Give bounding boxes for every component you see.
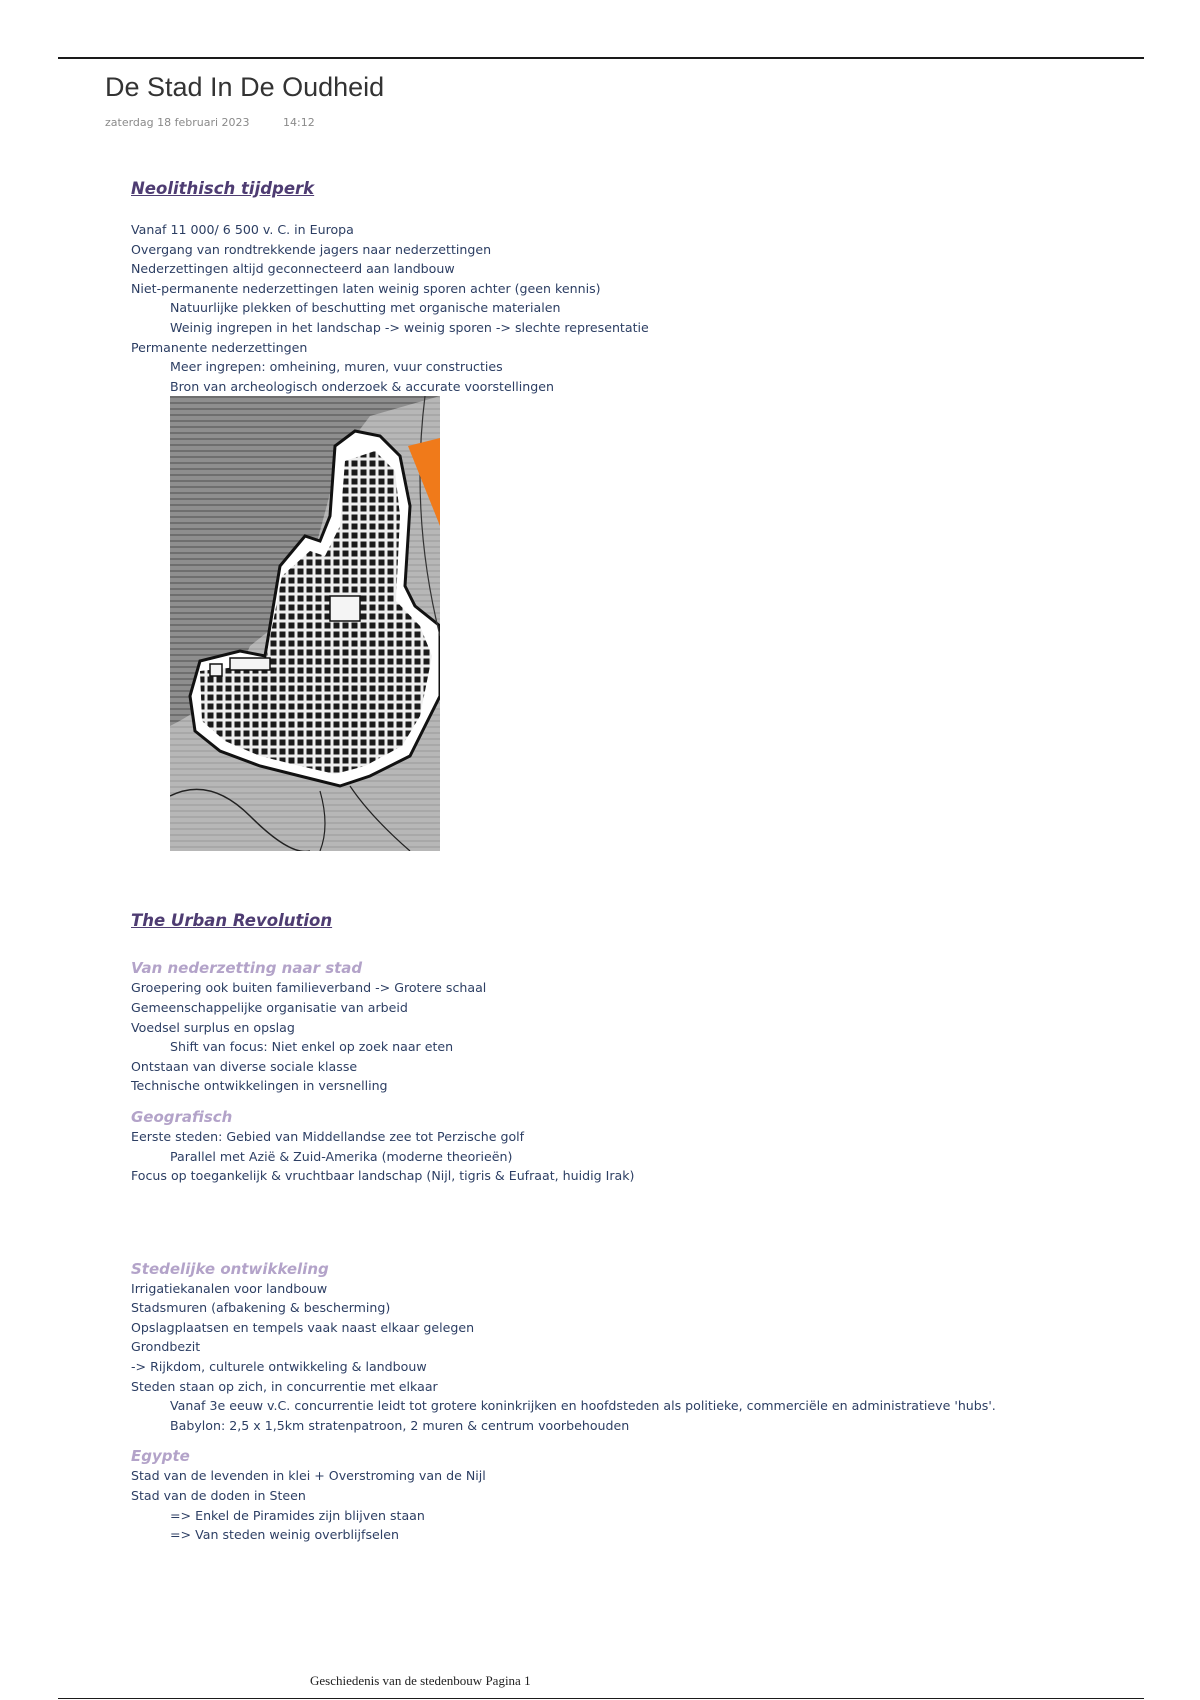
note-line: Niet-permanente nederzettingen laten weinig sporen achter (geen kennis) bbox=[131, 280, 601, 296]
indented-note-line: Parallel met Azië & Zuid-Amerika (moderne theorieën) bbox=[170, 1148, 513, 1164]
note-line: Permanente nederzettingen bbox=[131, 339, 308, 355]
indented-note-line: Shift van focus: Niet enkel op zoek naar eten bbox=[170, 1039, 454, 1055]
note-line: Irrigatiekanalen voor landbouw bbox=[131, 1280, 328, 1296]
note-line: Ontstaan van diverse sociale klasse bbox=[131, 1058, 358, 1074]
note-line: Stadsmuren (afbakening & bescherming) bbox=[131, 1300, 391, 1316]
sub1-lines bbox=[131, 978, 1131, 1096]
note-line: Voedsel surplus en opslag bbox=[131, 1019, 295, 1035]
indented-note-line: Vanaf 3e eeuw v.C. concurrentie leidt tot grotere koninkrijken en hoofdsteden als politieke, commerciële en administratieve 'hubs'. bbox=[170, 1398, 996, 1414]
bottom-rule bbox=[58, 1698, 1144, 1699]
page-content bbox=[131, 178, 1131, 1545]
sub2-lines bbox=[131, 1127, 1131, 1186]
indented-note-line: Weinig ingrepen in het landschap -> weinig sporen -> slechte representatie bbox=[170, 319, 649, 335]
note-line: Overgang van rondtrekkende jagers naar nederzettingen bbox=[131, 241, 492, 257]
page-meta bbox=[105, 116, 315, 129]
note-line: Opslagplaatsen en tempels vaak naast elkaar gelegen bbox=[131, 1319, 475, 1335]
city-map-illustration bbox=[170, 396, 440, 851]
note-line: Vanaf 11 000/ 6 500 v. C. in Europa bbox=[131, 222, 354, 237]
heading-neolithisch: Neolithisch tijdperk bbox=[131, 179, 315, 198]
indented-note-line: => Van steden weinig overblijfselen bbox=[170, 1527, 399, 1543]
note-line: Focus op toegankelijk & vruchtbaar landschap (Nijl, tigris & Eufraat, huidig Irak) bbox=[131, 1168, 635, 1184]
city-map-image bbox=[170, 396, 440, 851]
sub4-lines bbox=[131, 1466, 1131, 1544]
indented-note-line: Babylon: 2,5 x 1,5km stratenpatroon, 2 muren & centrum voorbehouden bbox=[170, 1417, 630, 1433]
subheading-geografisch: Geografisch bbox=[131, 1107, 233, 1126]
note-line: Nederzettingen altijd geconnecteerd aan landbouw bbox=[131, 261, 455, 277]
note-line: Eerste steden: Gebied van Middellandse zee tot Perzische golf bbox=[131, 1128, 525, 1144]
note-line: Steden staan op zich, in concurrentie met elkaar bbox=[131, 1378, 438, 1394]
note-line: Grondbezit bbox=[131, 1339, 201, 1355]
page-title: De Stad In De Oudheid bbox=[105, 72, 385, 102]
indented-note-line: => Enkel de Piramides zijn blijven staan bbox=[170, 1507, 425, 1523]
subheading-stedelijke-ontwikkeling: Stedelijke ontwikkeling bbox=[131, 1259, 329, 1278]
page-date: zaterdag 18 februari 2023 bbox=[105, 116, 250, 129]
subheading-nederzetting: Van nederzetting naar stad bbox=[131, 959, 363, 978]
indented-note-line: Bron van archeologisch onderzoek & accurate voorstellingen bbox=[170, 378, 554, 394]
page-time: 14:12 bbox=[283, 116, 315, 129]
top-rule bbox=[58, 57, 1144, 59]
heading-urban-revolution: The Urban Revolution bbox=[131, 911, 333, 931]
note-line: Gemeenschappelijke organisatie van arbeid bbox=[131, 999, 408, 1015]
note-line: Stad van de levenden in klei + Overstroming van de Nijl bbox=[131, 1468, 486, 1484]
note-line: Technische ontwikkelingen in versnelling bbox=[131, 1078, 388, 1094]
note-line: Stad van de doden in Steen bbox=[131, 1488, 306, 1504]
page-footer: Geschiedenis van de stedenbouw Pagina 1 bbox=[310, 1673, 531, 1688]
indented-note-line: Natuurlijke plekken of beschutting met organische materialen bbox=[170, 300, 561, 316]
subheading-egypte: Egypte bbox=[131, 1447, 190, 1466]
note-line: -> Rijkdom, culturele ontwikkeling & landbouw bbox=[131, 1359, 427, 1375]
sub3-lines bbox=[131, 1279, 1131, 1436]
section1-lines bbox=[131, 220, 1131, 396]
indented-note-line: Meer ingrepen: omheining, muren, vuur constructies bbox=[170, 359, 503, 375]
note-line: Groepering ook buiten familieverband -> Grotere schaal bbox=[131, 980, 487, 996]
